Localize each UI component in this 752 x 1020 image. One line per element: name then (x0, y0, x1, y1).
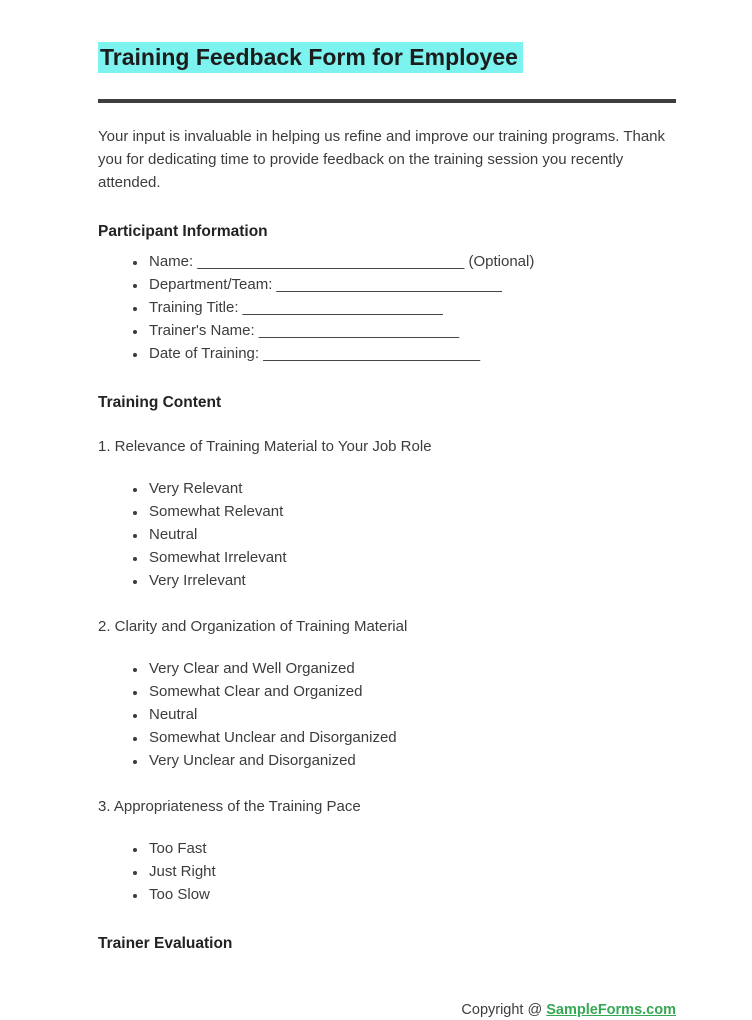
copyright-text: Copyright @ (461, 1002, 547, 1018)
option-somewhat-clear-organized: • Somewhat Clear and Organized (147, 680, 676, 703)
section-heading-trainer-evaluation: Trainer Evaluation (98, 935, 233, 952)
participant-field-name: • Name: ________________________________ (Optional) (147, 250, 676, 273)
option-somewhat-unclear-disorganized: • Somewhat Unclear and Disorganized (147, 726, 676, 749)
question-3-label: 3. Appropriateness of the Training Pace (98, 798, 361, 815)
footer (98, 1001, 676, 1020)
title-highlight: Training Feedback Form for Employee (98, 42, 523, 73)
participant-field-trainer-name: • Trainer's Name: ________________________ (147, 319, 676, 342)
page-title (98, 42, 676, 72)
participant-field-date-of-training: • Date of Training: __________________________ (147, 342, 676, 365)
option-too-slow: • Too Slow (147, 883, 676, 906)
section-heading-participant-information: Participant Information (98, 223, 268, 240)
option-very-unclear-disorganized: • Very Unclear and Disorganized (147, 749, 676, 772)
option-just-right: • Just Right (147, 860, 676, 883)
option-neutral-2: • Neutral (147, 703, 676, 726)
option-neutral-1: • Neutral (147, 523, 676, 546)
question-2-options (98, 657, 676, 772)
participant-field-department: • Department/Team: ___________________________ (147, 273, 676, 296)
section-heading-training-content: Training Content (98, 394, 222, 411)
intro-paragraph: Your input is invaluable in helping us refine and improve our training programs. Thank you for dedicating time to provide feedback on the training session you recently attended. (98, 128, 666, 191)
option-very-irrelevant: • Very Irrelevant (147, 569, 676, 592)
sampleforms-link[interactable]: SampleForms.com (546, 1002, 676, 1018)
question-1-options (98, 477, 676, 592)
participant-info-list (98, 250, 676, 365)
option-very-clear-organized: • Very Clear and Well Organized (147, 657, 676, 680)
option-very-relevant: • Very Relevant (147, 477, 676, 500)
option-somewhat-irrelevant: • Somewhat Irrelevant (147, 546, 676, 569)
title-divider (98, 99, 676, 103)
question-2-label: 2. Clarity and Organization of Training Material (98, 618, 408, 635)
question-3-options (98, 837, 676, 906)
question-1-label: 1. Relevance of Training Material to Your Job Role (98, 438, 432, 455)
option-too-fast: • Too Fast (147, 837, 676, 860)
participant-field-training-title: • Training Title: ________________________ (147, 296, 676, 319)
option-somewhat-relevant: • Somewhat Relevant (147, 500, 676, 523)
